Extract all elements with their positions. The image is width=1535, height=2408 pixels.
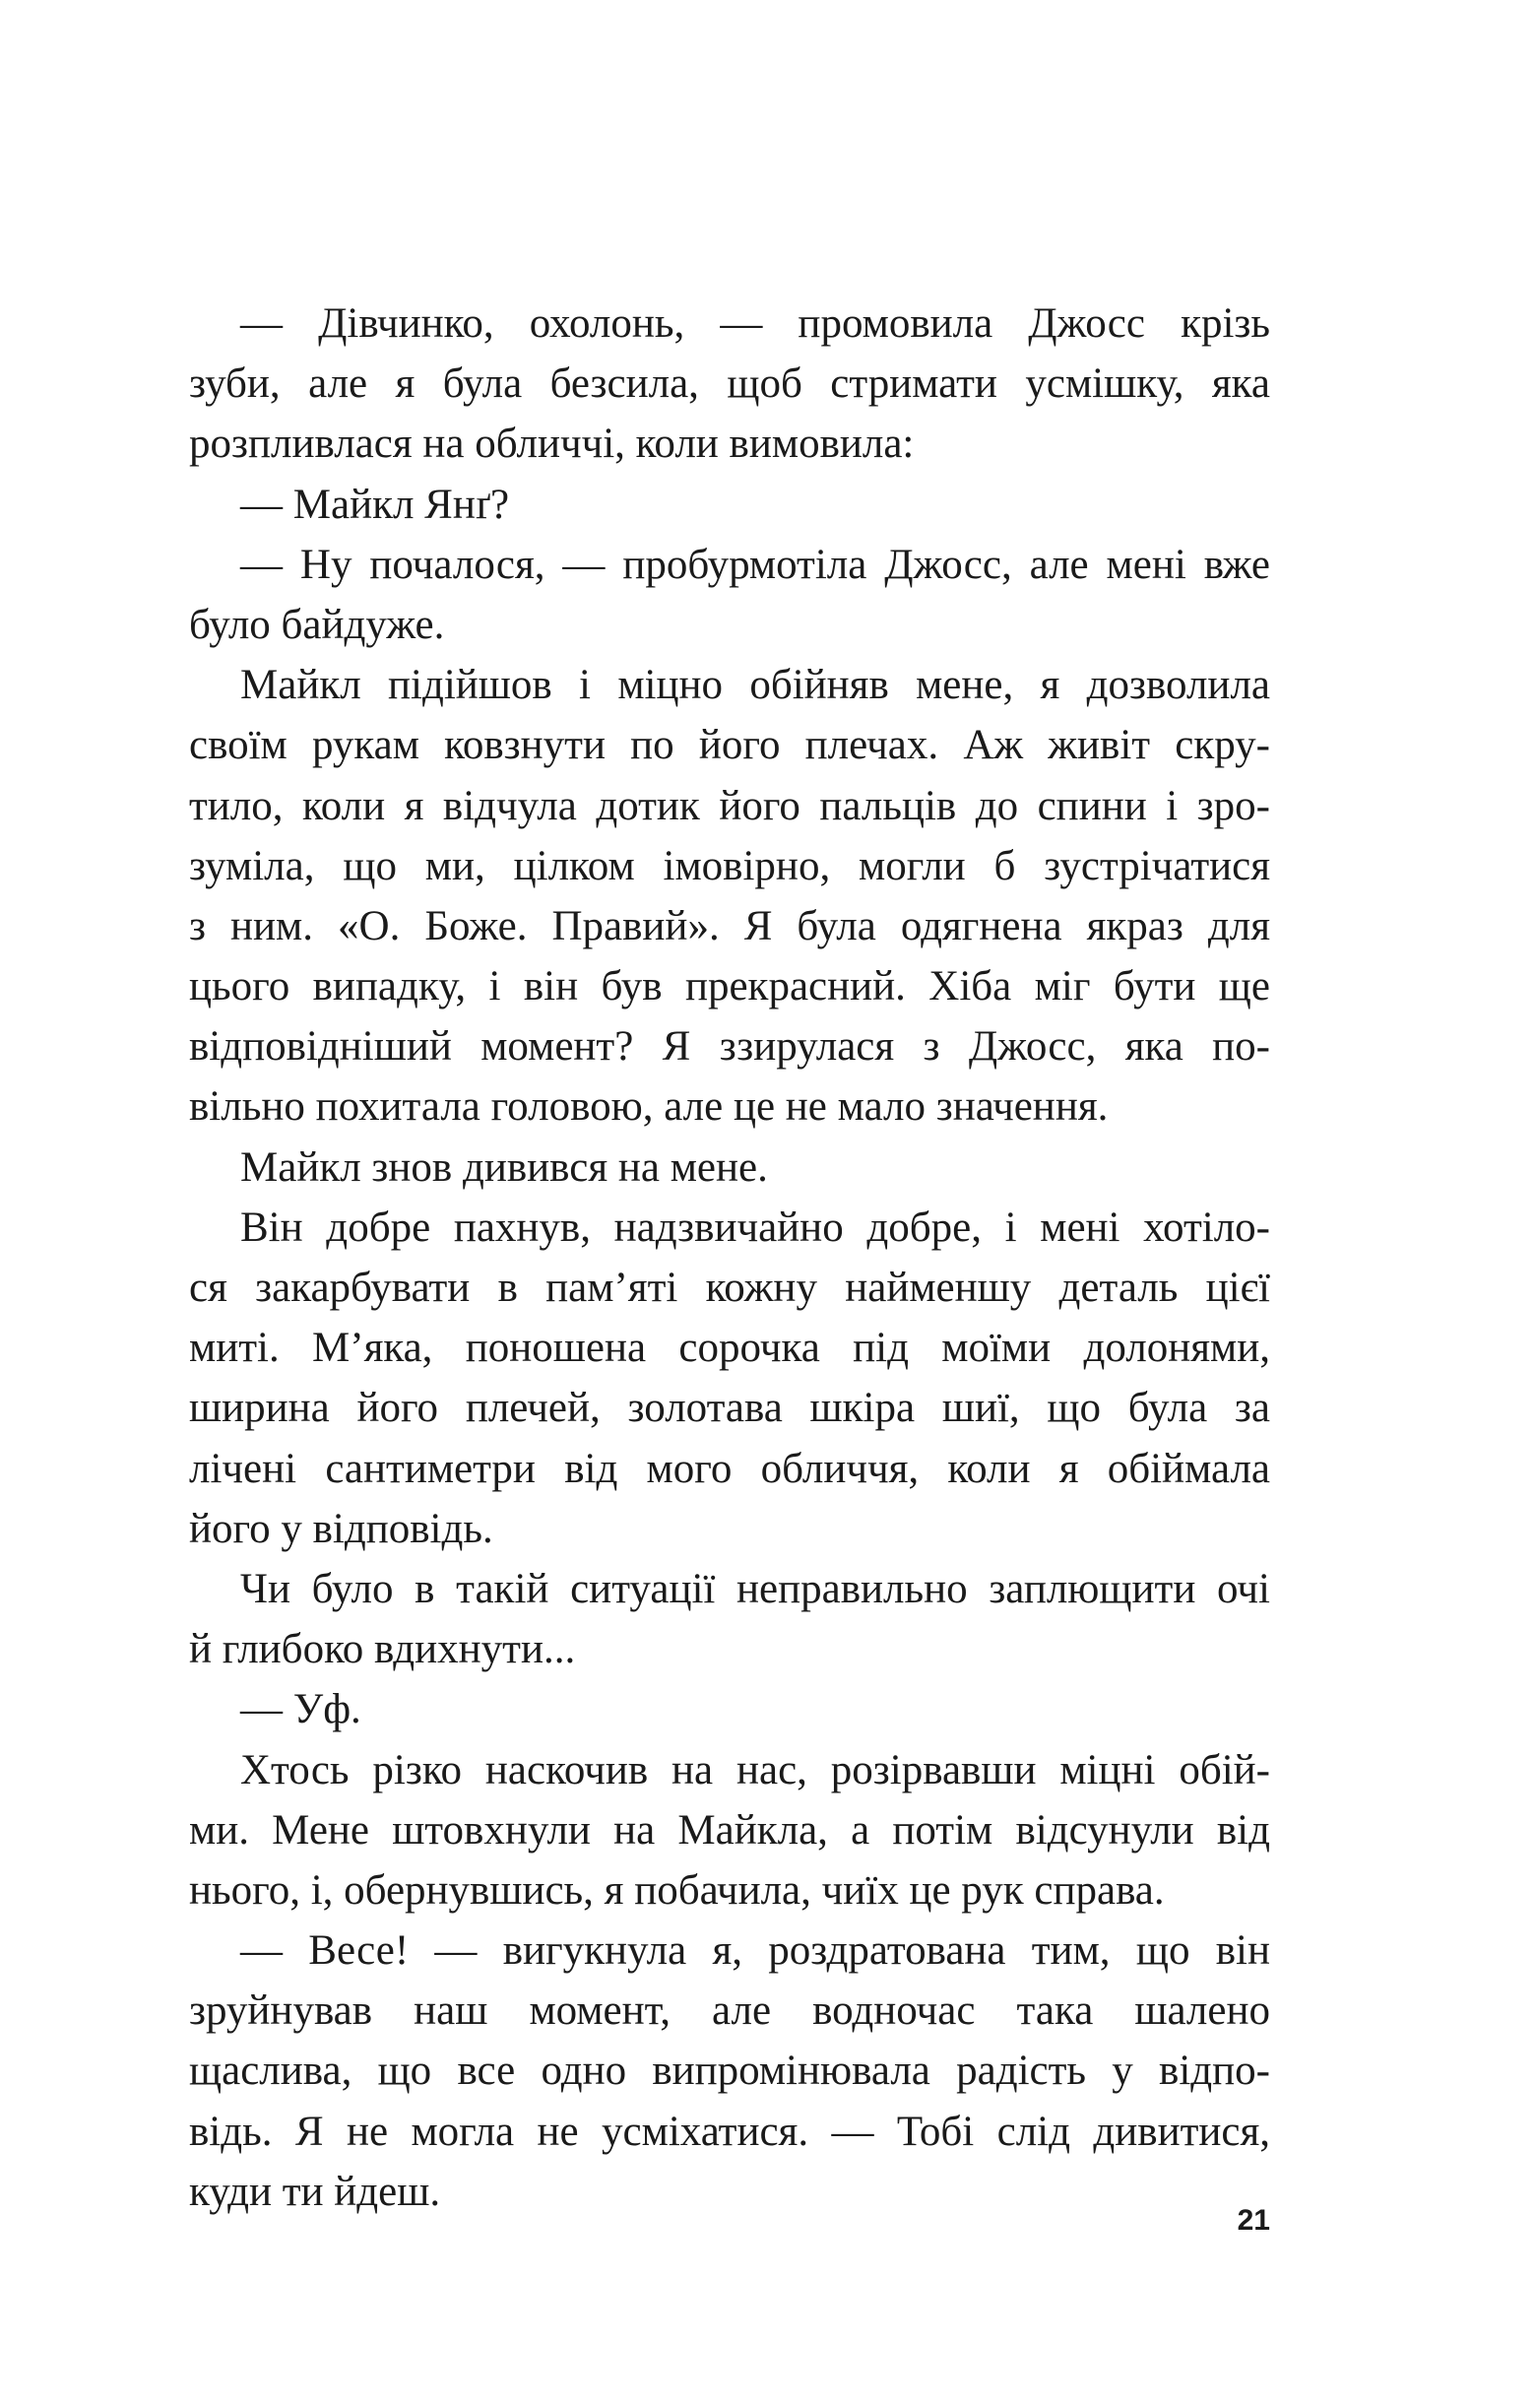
paragraph: [189, 293, 1270, 475]
text-line: щаслива, що все одно випромінювала радість у відпо-: [189, 2048, 1270, 2095]
text-line: миті. М’яка, поношена сорочка під моїми долонями,: [189, 1325, 1270, 1372]
body-text: [189, 293, 1270, 2222]
text-line: — Майкл Янґ?: [240, 481, 510, 528]
paragraph: [189, 1740, 1270, 1921]
text-line: відь. Я не могла не усміхатися. — Тобі слід дивитися,: [189, 2108, 1270, 2155]
paragraph: [189, 535, 1270, 655]
text-line: Майкл підійшов і міцно обійняв мене, я дозволила: [240, 662, 1270, 709]
page-number: 21: [1237, 2204, 1270, 2237]
text-line: тило, коли я відчула дотик його пальців до спини і зро-: [189, 782, 1270, 829]
text-line: — Весе! — вигукнула я, роздратована тим, що він: [240, 1927, 1270, 1975]
text-line: — Уф.: [240, 1686, 361, 1733]
text-line: відповідніший момент? Я ззирулася з Джосс, яка по-: [189, 1023, 1270, 1071]
paragraph: [189, 1559, 1270, 1679]
text-line: лічені сантиметри від мого обличчя, коли я обіймала: [189, 1445, 1270, 1492]
text-line: куди ти йдеш.: [189, 2168, 441, 2215]
text-line: зуміла, що ми, цілком імовірно, могли б зустрічатися: [189, 842, 1270, 889]
text-line: Чи було в такій ситуації неправильно заплющити очі: [240, 1565, 1270, 1612]
paragraph: [189, 1138, 1270, 1198]
paragraph: [189, 1920, 1270, 2222]
text-line: ширина його плечей, золотава шкіра шиї, що була за: [189, 1385, 1270, 1432]
text-line: зуби, але я була безсила, щоб стримати усмішку, яка: [189, 360, 1270, 408]
text-line: цього випадку, і він був прекрасний. Хіба міг бути ще: [189, 963, 1270, 1010]
text-line: ся закарбувати в пам’яті кожну найменшу деталь цієї: [189, 1265, 1270, 1311]
text-line: Він добре пахнув, надзвичайно добре, і мені хотіло-: [240, 1204, 1270, 1251]
text-line: вільно похитала головою, але це не мало значення.: [189, 1083, 1109, 1131]
text-line: своїм рукам ковзнути по його плечах. Аж живіт скру-: [189, 722, 1270, 769]
text-line: з ним. «О. Боже. Правий». Я була одягнена якраз для: [189, 902, 1270, 949]
paragraph: [189, 1679, 1270, 1739]
text-line: Майкл знов дивився на мене.: [240, 1143, 768, 1191]
text-line: — Ну почалося, — пробурмотіла Джосс, але мені вже: [240, 541, 1270, 588]
text-line: нього, і, обернувшись, я побачила, чиїх це рук справа.: [189, 1866, 1165, 1914]
paragraph: [189, 475, 1270, 535]
paragraph: [189, 1198, 1270, 1559]
text-line: зруйнував наш момент, але водночас така шалено: [189, 1987, 1270, 2035]
text-line: його у відповідь.: [189, 1505, 493, 1552]
text-line: розпливлася на обличчі, коли вимовила:: [189, 421, 915, 468]
text-line: — Дівчинко, охолонь, — промовила Джосс крізь: [240, 300, 1270, 347]
text-line: ми. Мене штовхнули на Майкла, а потім відсунули від: [189, 1806, 1270, 1854]
text-line: й глибоко вдихнути...: [189, 1626, 576, 1673]
paragraph: [189, 655, 1270, 1138]
text-line: було байдуже.: [189, 601, 445, 648]
text-line: Хтось різко наскочив на нас, розірвавши міцні обій-: [240, 1746, 1270, 1793]
